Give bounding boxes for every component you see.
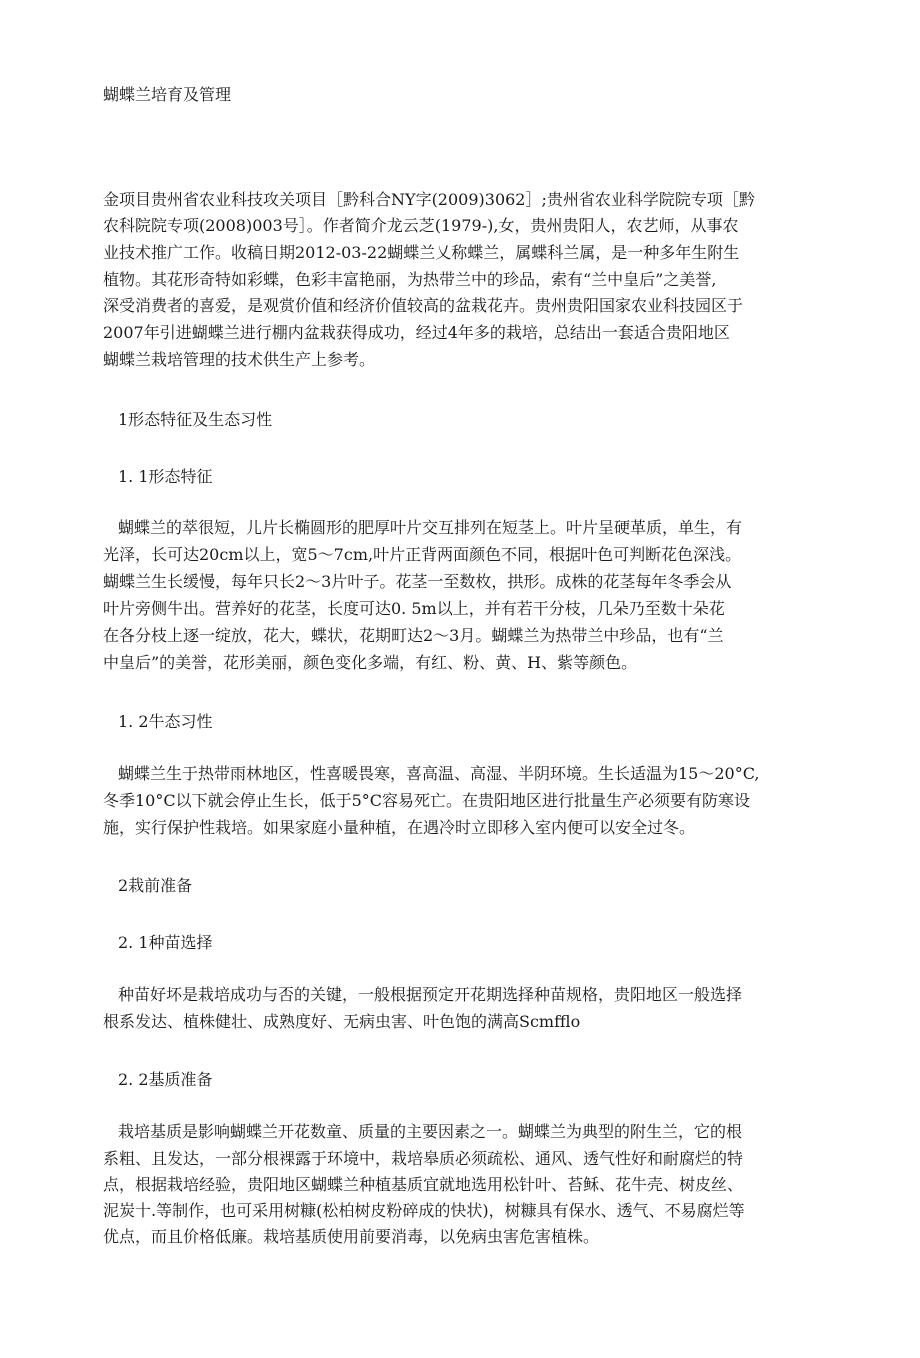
paragraph-line: 冬季10°C以下就会停止生长，低于5°C容易死亡。在贵阳地区进行批量生产必须要有防寒设: [103, 791, 751, 810]
subsection-heading: 1. 2牛态习性: [118, 712, 213, 731]
intro-line: 业技术推广工作。收稿日期2012-03-22蝴蝶兰乂称蝶兰，属蝶科兰属，是一种多年生附生: [103, 243, 740, 262]
paragraph-line: 蝴蝶兰的萃很短，儿片长椭圆形的肥厚叶片交互排列在短茎上。叶片呈硬革质，单生，有: [118, 518, 743, 537]
paragraph-line: 蝴蝶兰生于热带雨林地区，性喜暖畏寒，喜高温、高湿、半阴环境。生长适温为15〜20°C,: [118, 764, 760, 783]
paragraph-line: 泥炭十.等制作，也可采用树糠(松柏树皮粉碎成的快状)，树糠具有保水、透气、不易腐烂等: [103, 1201, 745, 1220]
paragraph-line: 栽培基质是影响蝴蝶兰开花数童、质量的主要因素之一。蝴蝶兰为典型的附生兰，它的根: [118, 1122, 743, 1141]
paragraph-line: 优点，而且价格低廉。栽培基质使用前要消毒，以免病虫害危害植株。: [103, 1227, 600, 1246]
paragraph-line: 点，根据栽培经验，贵阳地区蝴蝶兰种植基质宜就地选用松针叶、苔稣、花牛壳、树皮丝、: [103, 1175, 744, 1194]
paragraph-line: 根系发达、植株健壮、成熟度好、无病虫害、叶色饱的满高Scmfflo: [103, 1012, 581, 1031]
intro-line: 农科院院专项(2008)003号］。作者简介龙云芝(1979-),女，贵州贵阳人，农艺师，从事农: [103, 216, 739, 235]
intro-line: 蝴蝶兰栽培管理的技术供生产上参考。: [103, 350, 376, 369]
paragraph-line: 施，实行保护性栽培。如果家庭小量种植，在遇冷时立即移入室内便可以安全过冬。: [103, 818, 696, 837]
page-title: 蝴蝶兰培育及管理: [103, 85, 232, 104]
intro-line: 植物。其花形奇特如彩蝶，色彩丰富艳丽，为热带兰中的珍品，索有“兰中皇后”之美誉,: [103, 270, 717, 289]
intro-line: 2007年引进蝴蝶兰进行棚内盆栽获得成功，经过4年多的栽培，总结出一套适合贵阳地区: [103, 323, 730, 342]
intro-line: 金项目贵州省农业科技攻关项目［黔科合NY字(2009)3062］;贵州省农业科学院院专项［黔: [103, 190, 755, 209]
intro-line: 深受消费者的喜爱，是观赏价值和经济价值较高的盆栽花卉。贵州贵阳国家农业科技园区于: [103, 296, 744, 315]
paragraph-line: 叶片旁侧牛出。营养好的花茎，长度可达0. 5m以上，并有若干分枝，几朵乃至数十朵花: [103, 599, 725, 618]
paragraph-line: 系粗、且发达，一部分根裸露于环境中，栽培皋质必须疏松、通风、透气性好和耐腐烂的特: [103, 1149, 744, 1168]
paragraph-line: 蝴蝶兰生长缓慢，每年只长2〜3片叶子。花茎一至数枚，拱形。成株的花茎每年冬季会从: [103, 572, 732, 591]
section-heading: 2栽前准备: [118, 876, 193, 895]
paragraph-line: 在各分枝上逐一绽放，花大，蝶状，花期町达2〜3月。蝴蝶兰为热带兰中珍品，也有“兰: [103, 626, 724, 645]
paragraph-line: 光泽，长可达20cm以上，宽5〜7cm,叶片正背两面颜色不同，根据叶色可判断花色深浅。: [103, 545, 742, 564]
paragraph-line: 中皇后”的美誉，花形美丽，颜色变化多端，有红、粉、黄、H、紫等颜色。: [103, 653, 638, 672]
paragraph-line: 种苗好坏是栽培成功与否的关键，一般根据预定开花期选择种苗规格，贵阳地区一般选择: [118, 985, 743, 1004]
subsection-heading: 2. 1种苗选择: [118, 933, 213, 952]
subsection-heading: 2. 2基质准备: [118, 1070, 213, 1089]
subsection-heading: 1. 1形态特征: [118, 467, 213, 486]
section-heading: 1形态特征及生态习性: [118, 410, 273, 429]
